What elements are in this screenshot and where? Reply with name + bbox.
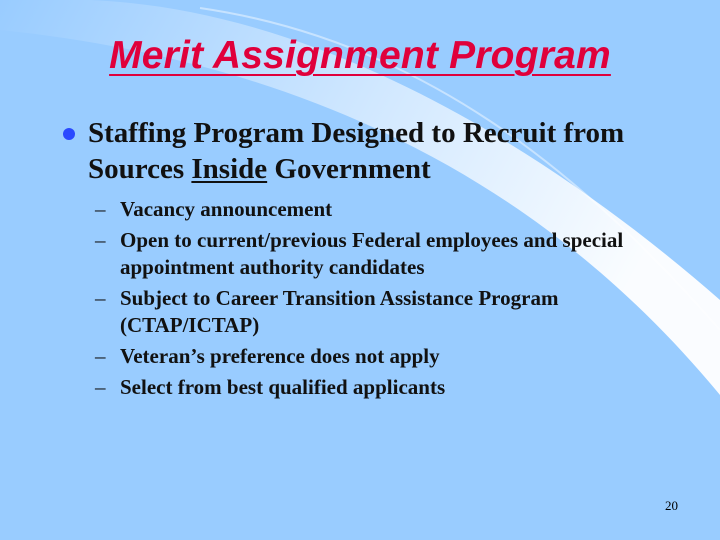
- slide-title: Merit Assignment Program: [109, 34, 611, 77]
- dash-icon: –: [95, 228, 106, 252]
- main-bullet-text-after: Government: [267, 153, 431, 185]
- main-bullet-text-before: Staffing Program Designed to Recruit from Sources: [88, 117, 625, 185]
- sub-bullet: [95, 196, 695, 223]
- dash-icon: –: [95, 286, 106, 310]
- sub-bullet: [95, 374, 695, 401]
- sub-bullet-text: Open to current/previous Federal employees and special appointment authority candidates: [120, 228, 624, 279]
- sub-bullet-text: Subject to Career Transition Assistance Program (CTAP/ICTAP): [120, 286, 559, 337]
- sub-bullet: [95, 227, 695, 281]
- sub-bullet-text: Select from best qualified applicants: [120, 375, 446, 399]
- dash-icon: –: [95, 197, 106, 221]
- main-bullet-underlined-word: Inside: [191, 153, 268, 185]
- page-number: 20: [665, 498, 678, 513]
- dash-icon: –: [95, 375, 106, 399]
- bullet-dot-icon: [63, 128, 75, 140]
- main-bullet: [88, 115, 688, 187]
- sub-bullet-text: Vacancy announcement: [120, 197, 333, 221]
- sub-bullet-text: Veteran’s preference does not apply: [120, 344, 440, 368]
- sub-bullet: [95, 343, 695, 370]
- dash-icon: –: [95, 344, 106, 368]
- sub-bullet-list: [95, 196, 695, 405]
- sub-bullet: [95, 285, 695, 339]
